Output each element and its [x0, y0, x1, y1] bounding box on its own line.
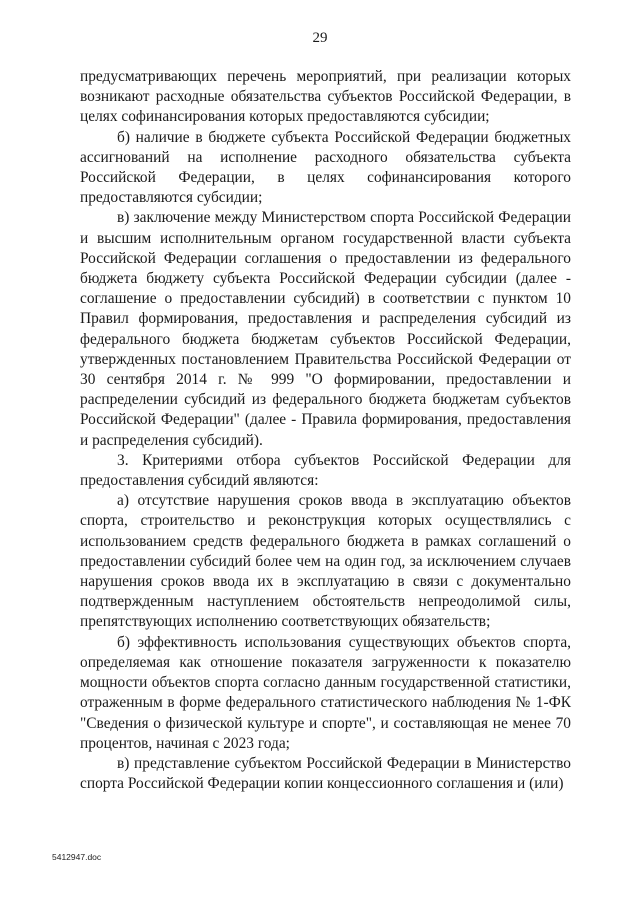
paragraph-item-b-efficiency: б) эффективность использования существующих объектов спорта, определяемая как отношение показателя загруженности к показателю мощности объектов спорта согласно данным государственной статистики, отраженным в форме федерального статистического наблюдения № 1-ФК "Сведения о физической культуре и спорте", и составляющая не менее 70 процентов, начиная с 2023 года; [80, 633, 571, 752]
paragraph-continuation: предусматривающих перечень мероприятий, при реализации которых возникают расходные обязательства субъектов Российской Федерации, в целях софинансирования которых предоставляются субсидии; [80, 68, 571, 126]
paragraph-item-b-budget: б) наличие в бюджете субъекта Российской Федерации бюджетных ассигнований на исполнение расходного обязательства субъекта Российской Федерации, в целях софинансирования которого предоставляются субсидии; [80, 128, 571, 207]
paragraph-item-v-agreement: в) заключение между Министерством спорта Российской Федерации и высшим исполнительным органом государственной власти субъекта Российской Федерации соглашения о предоставлении из федерального бюджета бюджету субъекта Российской Федерации субсидии (далее - соглашение о предоставлении субсидий) в соответствии с пунктом 10 Правил формирования, предоставления и распределения субсидий из федерального бюджета бюджетам субъектов Российской Федерации, утвержденных постановлением Правительства Российской Федерации от 30 сентября 2014 г. № 999 "О формировании, предоставлении и распределении субсидий из федерального бюджета бюджетам субъектов Российской Федерации" (далее - Правила формирования, предоставления и распределения субсидий). [80, 209, 571, 449]
document-file-code: 5412947.doc [52, 852, 102, 862]
paragraph-item-v-submission: в) представление субъектом Российской Федерации в Министерство спорта Российской Федерации копии концессионного соглашения и (или) [80, 754, 571, 793]
page-number: 29 [312, 30, 328, 46]
document-body [80, 67, 571, 794]
paragraph-section-3-criteria: 3. Критериями отбора субъектов Российской Федерации для предоставления субсидий являются: [80, 451, 571, 490]
paragraph-item-a-deadlines: а) отсутствие нарушения сроков ввода в эксплуатацию объектов спорта, строительство и реконструкция которых осуществлялись с использованием средств федерального бюджета в рамках соглашений о предоставлении субсидий более чем на один год, за исключением случаев нарушения сроков ввода их в эксплуатацию в связи с документально подтвержденным наступлением обстоятельств непреодолимой силы, препятствующих исполнению соответствующих обязательств; [80, 492, 571, 631]
